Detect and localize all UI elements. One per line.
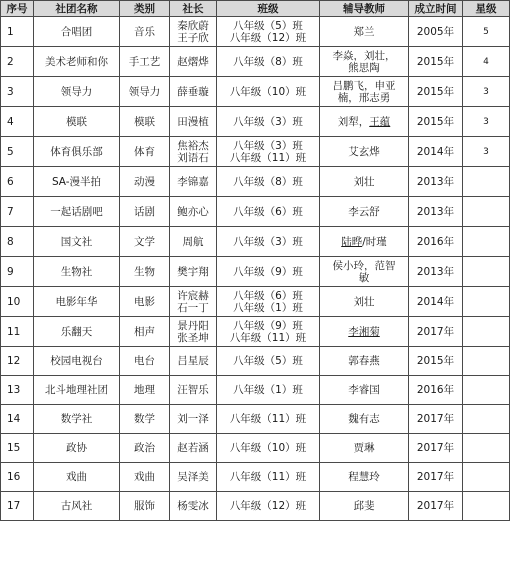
cell-teacher-line: 程慧玲	[348, 471, 380, 483]
cell-teacher	[320, 347, 409, 376]
header-class: 班级	[217, 1, 320, 17]
cell-president-line: 景丹阳	[177, 319, 209, 332]
cell-president	[170, 492, 217, 521]
cell-founded: 2014年	[409, 137, 463, 167]
cell-no: 14	[1, 405, 34, 434]
cell-president	[170, 434, 217, 463]
cell-class-line: 八年级（3）班	[233, 115, 303, 128]
cell-club: 国文社	[34, 227, 120, 257]
cell-president	[170, 347, 217, 376]
cell-stars	[463, 257, 510, 287]
cell-founded: 2013年	[409, 257, 463, 287]
cell-no: 15	[1, 434, 34, 463]
cell-category: 电台	[120, 347, 170, 376]
cell-teacher-line: 吕鹏飞，申亚	[332, 79, 396, 92]
cell-president-line: 刘语石	[177, 151, 209, 164]
cell-stars: 3	[463, 77, 510, 107]
cell-stars	[463, 376, 510, 405]
cell-teacher	[320, 17, 409, 47]
cell-teacher	[320, 77, 409, 107]
cell-class	[217, 167, 320, 197]
cell-category: 电影	[120, 287, 170, 317]
cell-class-line: 八年级（11）班	[229, 471, 307, 483]
cell-no: 10	[1, 287, 34, 317]
cell-no: 1	[1, 17, 34, 47]
cell-class-line: 八年级（5）班	[233, 355, 303, 367]
table-row	[1, 347, 510, 376]
cell-founded: 2016年	[409, 227, 463, 257]
cell-president	[170, 107, 217, 137]
cell-teacher-line: 侯小玲，范智	[332, 259, 396, 272]
cell-club: SA-漫半拍	[34, 167, 120, 197]
cell-teacher	[320, 434, 409, 463]
cell-president	[170, 376, 217, 405]
cell-class-line: 八年级（10）班	[229, 85, 307, 98]
cell-founded: 2015年	[409, 107, 463, 137]
table-row	[1, 17, 510, 47]
cell-stars: 3	[463, 107, 510, 137]
cell-class-line: 八年级（12）班	[229, 500, 307, 512]
cell-class	[217, 227, 320, 257]
cell-teacher-line: 贾琳	[353, 442, 375, 454]
cell-president	[170, 47, 217, 77]
cell-teacher	[320, 287, 409, 317]
table-row	[1, 376, 510, 405]
cell-teacher-line: 邱斐	[353, 500, 375, 512]
cell-teacher	[320, 197, 409, 227]
cell-president	[170, 17, 217, 47]
cell-class	[217, 77, 320, 107]
cell-president-line: 赵若涵	[177, 442, 209, 454]
cell-founded: 2017年	[409, 405, 463, 434]
cell-club: 古风社	[34, 492, 120, 521]
cell-no: 9	[1, 257, 34, 287]
cell-stars	[463, 492, 510, 521]
cell-class-line: 八年级（8）班	[233, 55, 303, 68]
cell-club: 一起话剧吧	[34, 197, 120, 227]
cell-category: 模联	[120, 107, 170, 137]
cell-class	[217, 287, 320, 317]
cell-class	[217, 463, 320, 492]
cell-no: 11	[1, 317, 34, 347]
cell-president-line: 赵熠烨	[177, 55, 209, 68]
club-rows	[1, 17, 510, 521]
cell-president	[170, 405, 217, 434]
cell-teacher-line: 郭春燕	[348, 355, 380, 367]
header-row	[1, 1, 510, 17]
cell-class	[217, 257, 320, 287]
cell-teacher	[320, 47, 409, 77]
cell-teacher-part: /时瑾	[362, 235, 387, 248]
cell-category: 动漫	[120, 167, 170, 197]
cell-president-line: 秦欣蔚	[177, 19, 209, 32]
cell-category: 相声	[120, 317, 170, 347]
cell-teacher-part: 王蕴	[369, 115, 391, 128]
cell-club: 美术老师和你	[34, 47, 120, 77]
cell-founded: 2016年	[409, 376, 463, 405]
cell-stars	[463, 405, 510, 434]
cell-stars: 5	[463, 17, 510, 47]
cell-stars	[463, 463, 510, 492]
cell-class	[217, 17, 320, 47]
cell-founded: 2017年	[409, 317, 463, 347]
cell-teacher-line: 李焱，刘壮，	[332, 49, 396, 62]
cell-category: 数学	[120, 405, 170, 434]
cell-teacher	[320, 405, 409, 434]
cell-president-line: 吕星辰	[177, 355, 209, 367]
cell-president-line: 吴泽美	[177, 471, 209, 483]
cell-teacher-part: 陆晔	[341, 235, 363, 248]
cell-stars	[463, 287, 510, 317]
cell-stars	[463, 347, 510, 376]
cell-president	[170, 317, 217, 347]
table-row	[1, 257, 510, 287]
cell-founded: 2017年	[409, 492, 463, 521]
cell-no: 16	[1, 463, 34, 492]
cell-teacher-line: 刘壮	[353, 295, 375, 308]
cell-president-line: 焦裕杰	[177, 139, 209, 152]
table-row	[1, 47, 510, 77]
cell-club: 戏曲	[34, 463, 120, 492]
cell-teacher-line: 李云舒	[348, 205, 380, 218]
table-row	[1, 77, 510, 107]
cell-class	[217, 107, 320, 137]
cell-category: 体育	[120, 137, 170, 167]
cell-class-line: 八年级（6）班	[233, 205, 303, 218]
cell-stars	[463, 197, 510, 227]
cell-class	[217, 434, 320, 463]
cell-president	[170, 167, 217, 197]
table-row	[1, 492, 510, 521]
cell-club: 体育俱乐部	[34, 137, 120, 167]
cell-stars	[463, 434, 510, 463]
cell-class	[217, 376, 320, 405]
cell-teacher-line: 楠，邢志勇	[337, 91, 391, 104]
table-row	[1, 405, 510, 434]
table-row	[1, 197, 510, 227]
cell-class-line: 八年级（9）班	[233, 319, 303, 332]
table-row	[1, 317, 510, 347]
cell-class	[217, 197, 320, 227]
cell-founded: 2005年	[409, 17, 463, 47]
table-row	[1, 167, 510, 197]
cell-president-line: 刘一泽	[177, 413, 209, 425]
cell-president	[170, 287, 217, 317]
cell-club: 校园电视台	[34, 347, 120, 376]
cell-president	[170, 227, 217, 257]
cell-category: 音乐	[120, 17, 170, 47]
cell-category: 生物	[120, 257, 170, 287]
cell-no: 12	[1, 347, 34, 376]
cell-president-line: 薛垂璇	[177, 85, 209, 98]
cell-founded: 2013年	[409, 197, 463, 227]
cell-class-line: 八年级（1）班	[233, 384, 303, 396]
cell-class-line: 八年级（1）班	[233, 301, 303, 314]
header-category: 类别	[120, 1, 170, 17]
table-row	[1, 227, 510, 257]
cell-club: 乐翻天	[34, 317, 120, 347]
cell-president-line: 樊宇翔	[177, 265, 209, 278]
cell-president-line: 石一丁	[177, 301, 209, 314]
cell-teacher	[320, 376, 409, 405]
cell-founded: 2017年	[409, 434, 463, 463]
table-row	[1, 463, 510, 492]
cell-class-line: 八年级（3）班	[233, 235, 303, 248]
table-row	[1, 107, 510, 137]
cell-no: 4	[1, 107, 34, 137]
header-founded: 成立时间	[409, 1, 463, 17]
cell-founded: 2015年	[409, 347, 463, 376]
cell-club: 电影年华	[34, 287, 120, 317]
cell-category: 文学	[120, 227, 170, 257]
cell-class	[217, 47, 320, 77]
cell-founded: 2015年	[409, 77, 463, 107]
cell-category: 话剧	[120, 197, 170, 227]
cell-stars	[463, 227, 510, 257]
cell-class-line: 八年级（3）班	[233, 139, 303, 152]
cell-club: 数学社	[34, 405, 120, 434]
cell-club: 政协	[34, 434, 120, 463]
cell-class	[217, 492, 320, 521]
cell-class	[217, 317, 320, 347]
cell-president	[170, 137, 217, 167]
cell-president-line: 汪智乐	[177, 384, 209, 396]
cell-teacher	[320, 227, 409, 257]
cell-teacher	[320, 167, 409, 197]
header-club: 社团名称	[34, 1, 120, 17]
cell-founded: 2014年	[409, 287, 463, 317]
cell-no: 2	[1, 47, 34, 77]
cell-teacher-line: 艾玄烨	[348, 145, 380, 158]
cell-club: 生物社	[34, 257, 120, 287]
cell-founded: 2015年	[409, 47, 463, 77]
cell-teacher-line: 敏	[358, 271, 370, 284]
cell-teacher	[320, 463, 409, 492]
cell-category: 政治	[120, 434, 170, 463]
cell-teacher	[320, 107, 409, 137]
header-teacher: 辅导教师	[320, 1, 409, 17]
table-row	[1, 137, 510, 167]
cell-club: 合唱团	[34, 17, 120, 47]
cell-teacher-line: 熊思陶	[348, 61, 380, 74]
cell-teacher	[320, 257, 409, 287]
cell-no: 8	[1, 227, 34, 257]
table-row	[1, 434, 510, 463]
cell-teacher	[320, 317, 409, 347]
cell-class-line: 八年级（10）班	[229, 442, 307, 454]
cell-founded: 2013年	[409, 167, 463, 197]
cell-no: 5	[1, 137, 34, 167]
header-president: 社长	[170, 1, 217, 17]
cell-class-line: 八年级（9）班	[233, 265, 303, 278]
cell-president	[170, 463, 217, 492]
cell-class	[217, 137, 320, 167]
cell-president	[170, 197, 217, 227]
cell-class-line: 八年级（12）班	[229, 31, 307, 44]
cell-class	[217, 347, 320, 376]
cell-president-line: 王子欣	[177, 31, 209, 44]
cell-teacher-part: 刘犁，	[337, 115, 370, 128]
cell-category: 戏曲	[120, 463, 170, 492]
cell-stars	[463, 167, 510, 197]
cell-president-line: 周航	[182, 235, 204, 248]
cell-class-line: 八年级（11）班	[229, 331, 307, 344]
cell-founded: 2017年	[409, 463, 463, 492]
cell-club: 模联	[34, 107, 120, 137]
cell-no: 13	[1, 376, 34, 405]
cell-club: 北斗地理社团	[34, 376, 120, 405]
cell-no: 17	[1, 492, 34, 521]
cell-category: 地理	[120, 376, 170, 405]
cell-class-line: 八年级（5）班	[233, 19, 303, 32]
header-stars: 星级	[463, 1, 510, 17]
cell-president-line: 鲍亦心	[177, 205, 209, 218]
cell-category: 手工艺	[120, 47, 170, 77]
cell-president-line: 张圣坤	[177, 331, 209, 344]
cell-category: 服饰	[120, 492, 170, 521]
cell-president-line: 李锦嘉	[177, 175, 209, 188]
cell-teacher-line: 李睿国	[348, 384, 380, 396]
cell-teacher-line: 魏有志	[348, 413, 380, 425]
cell-stars: 4	[463, 47, 510, 77]
cell-president-line: 杨雯冰	[177, 500, 209, 512]
cell-class	[217, 405, 320, 434]
cell-club: 领导力	[34, 77, 120, 107]
cell-teacher-line: 刘壮	[353, 175, 375, 188]
cell-teacher	[320, 492, 409, 521]
cell-teacher	[320, 137, 409, 167]
cell-president-line: 田漫植	[177, 115, 209, 128]
cell-category: 领导力	[120, 77, 170, 107]
cell-no: 7	[1, 197, 34, 227]
cell-class-line: 八年级（6）班	[233, 289, 303, 302]
cell-stars	[463, 317, 510, 347]
table-row	[1, 287, 510, 317]
cell-class-line: 八年级（11）班	[229, 151, 307, 164]
header-no: 序号	[1, 1, 34, 17]
cell-president-line: 许宸赫	[177, 289, 209, 302]
cell-stars: 3	[463, 137, 510, 167]
cell-teacher-line: 郑兰	[353, 25, 375, 38]
cell-class-line: 八年级（8）班	[233, 175, 303, 188]
cell-class-line: 八年级（11）班	[229, 413, 307, 425]
cell-teacher-name: 李湘菊	[348, 325, 380, 338]
cell-president	[170, 77, 217, 107]
cell-no: 3	[1, 77, 34, 107]
cell-no: 6	[1, 167, 34, 197]
cell-president	[170, 257, 217, 287]
